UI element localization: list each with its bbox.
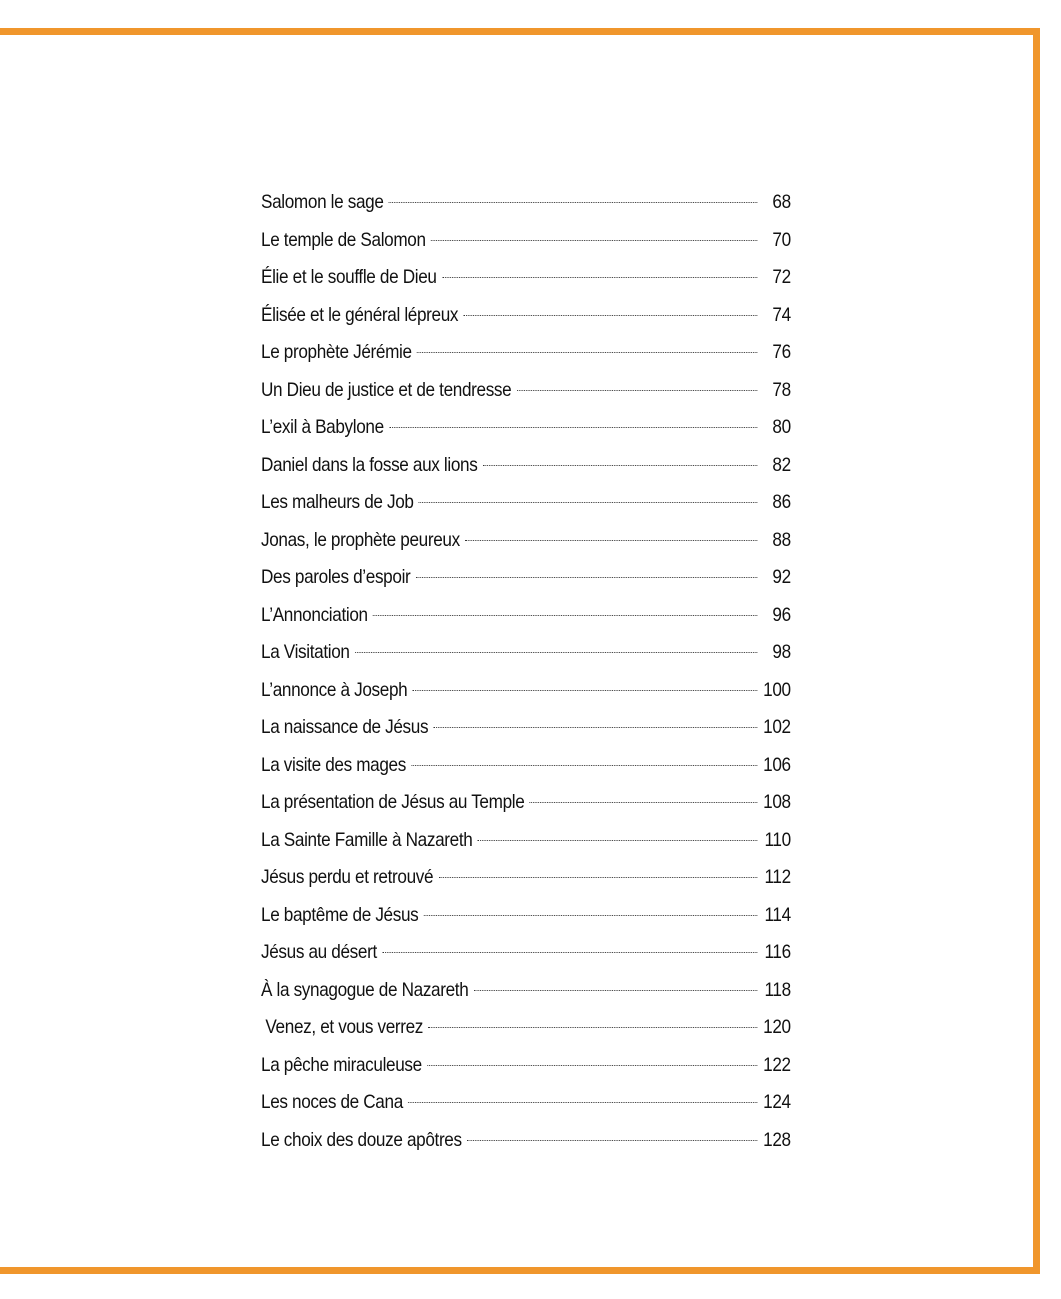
toc-entry-title: Des paroles d’espoir: [261, 566, 411, 588]
toc-entry-page: 76: [772, 341, 791, 363]
toc-entry[interactable]: [261, 491, 791, 529]
toc-entry-page: 98: [772, 641, 791, 663]
dot-leader: [419, 502, 757, 503]
toc-entry[interactable]: [261, 904, 791, 942]
toc-entry[interactable]: [261, 304, 791, 342]
dot-leader: [427, 1065, 757, 1066]
dot-leader: [467, 1140, 757, 1141]
toc-entry[interactable]: [261, 979, 791, 1017]
dot-leader: [413, 690, 758, 691]
toc-entry-title: L’exil à Babylone: [261, 416, 384, 438]
toc-entry[interactable]: [261, 829, 791, 867]
toc-entry-page: 108: [763, 791, 791, 813]
toc-entry[interactable]: [261, 641, 791, 679]
toc-entry[interactable]: [261, 791, 791, 829]
toc-entry-page: 124: [763, 1091, 791, 1113]
dot-leader: [389, 427, 757, 428]
toc-entry-page: 110: [764, 828, 791, 851]
toc-entry[interactable]: [261, 191, 791, 229]
toc-entry-page: 100: [763, 678, 791, 701]
dot-leader: [408, 1102, 757, 1103]
toc-entry-title: Salomon le sage: [261, 191, 384, 213]
dot-leader: [517, 390, 758, 391]
toc-entry-title: La présentation de Jésus au Temple: [261, 791, 525, 813]
toc-entry[interactable]: [261, 604, 791, 642]
dot-leader: [431, 240, 757, 241]
toc-entry-title: La naissance de Jésus: [261, 716, 429, 738]
toc-entry[interactable]: [261, 229, 791, 267]
toc-entry[interactable]: [261, 1054, 791, 1092]
toc-entry[interactable]: [261, 1016, 791, 1054]
toc-entry[interactable]: [261, 566, 791, 604]
dot-leader: [483, 465, 758, 466]
toc-entry[interactable]: [261, 716, 791, 754]
dot-leader: [478, 840, 758, 841]
toc-entry-page: 92: [772, 566, 791, 588]
toc-entry-page: 120: [763, 1016, 791, 1038]
dot-leader: [416, 577, 758, 578]
toc-entry[interactable]: [261, 454, 791, 492]
table-of-contents: [261, 191, 791, 1166]
dot-leader: [389, 202, 757, 203]
toc-entry-title: Le choix des douze apôtres: [261, 1128, 462, 1151]
toc-entry-page: 114: [764, 903, 791, 926]
toc-entry[interactable]: [261, 941, 791, 979]
toc-entry-title: Élie et le souffle de Dieu: [261, 266, 437, 288]
toc-entry-title: Jésus au désert: [261, 941, 377, 963]
toc-entry-title: Les noces de Cana: [261, 1091, 403, 1113]
toc-entry-title: La visite des mages: [261, 753, 406, 776]
dot-leader: [442, 277, 757, 278]
toc-entry[interactable]: [261, 379, 791, 417]
toc-entry[interactable]: [261, 529, 791, 567]
toc-entry[interactable]: [261, 416, 791, 454]
toc-entry-page: 106: [763, 753, 791, 776]
dot-leader: [438, 877, 757, 878]
toc-entry[interactable]: [261, 866, 791, 904]
toc-entry-title: Le temple de Salomon: [261, 228, 426, 251]
toc-entry-page: 102: [763, 716, 791, 738]
toc-entry[interactable]: [261, 754, 791, 792]
toc-entry-page: 96: [772, 603, 791, 626]
toc-entry-page: 86: [772, 491, 791, 513]
toc-entry-page: 72: [772, 266, 791, 288]
toc-entry-page: 122: [763, 1053, 791, 1076]
dot-leader: [411, 765, 757, 766]
toc-entry-title: La Visitation: [261, 641, 350, 663]
dot-leader: [424, 915, 758, 916]
toc-entry-title: La Sainte Famille à Nazareth: [261, 828, 473, 851]
toc-entry-title: À la synagogue de Nazareth: [261, 978, 469, 1001]
dot-leader: [382, 952, 757, 953]
toc-entry-page: 112: [764, 866, 791, 888]
dot-leader: [373, 615, 757, 616]
toc-entry-title: L’annonce à Joseph: [261, 678, 408, 701]
toc-entry-page: 82: [772, 453, 791, 476]
dot-leader: [463, 315, 757, 316]
toc-entry-title: Jonas, le prophète peureux: [261, 528, 460, 551]
toc-entry-title: Élisée et le général lépreux: [261, 303, 459, 326]
dot-leader: [417, 352, 757, 353]
toc-entry-title: L’Annonciation: [261, 603, 368, 626]
dot-leader: [433, 727, 757, 728]
toc-entry-title: La pêche miraculeuse: [261, 1053, 422, 1076]
toc-entry-title: Les malheurs de Job: [261, 491, 414, 513]
toc-entry-title: Jésus perdu et retrouvé: [261, 866, 434, 888]
toc-entry[interactable]: [261, 1091, 791, 1129]
toc-entry-page: 128: [763, 1128, 791, 1151]
toc-entry-page: 74: [772, 303, 791, 326]
dot-leader: [355, 652, 757, 653]
toc-entry-title: Daniel dans la fosse aux lions: [261, 453, 478, 476]
toc-entry-title: Venez, et vous verrez: [261, 1016, 424, 1038]
toc-entry-title: Un Dieu de justice et de tendresse: [261, 378, 512, 401]
toc-entry[interactable]: [261, 679, 791, 717]
dot-leader: [530, 802, 758, 803]
toc-entry-page: 70: [772, 228, 791, 251]
dot-leader: [474, 990, 758, 991]
toc-entry[interactable]: [261, 341, 791, 379]
dot-leader: [428, 1027, 757, 1028]
toc-entry-page: 88: [772, 528, 791, 551]
toc-entry-page: 68: [772, 191, 791, 213]
toc-entry[interactable]: [261, 266, 791, 304]
toc-entry-title: Le baptême de Jésus: [261, 903, 419, 926]
toc-entry-title: Le prophète Jérémie: [261, 341, 412, 363]
toc-entry[interactable]: [261, 1129, 791, 1167]
toc-entry-page: 78: [772, 378, 791, 401]
toc-entry-page: 118: [764, 978, 791, 1001]
dot-leader: [465, 540, 757, 541]
toc-entry-page: 116: [764, 941, 791, 963]
toc-entry-page: 80: [772, 416, 791, 438]
